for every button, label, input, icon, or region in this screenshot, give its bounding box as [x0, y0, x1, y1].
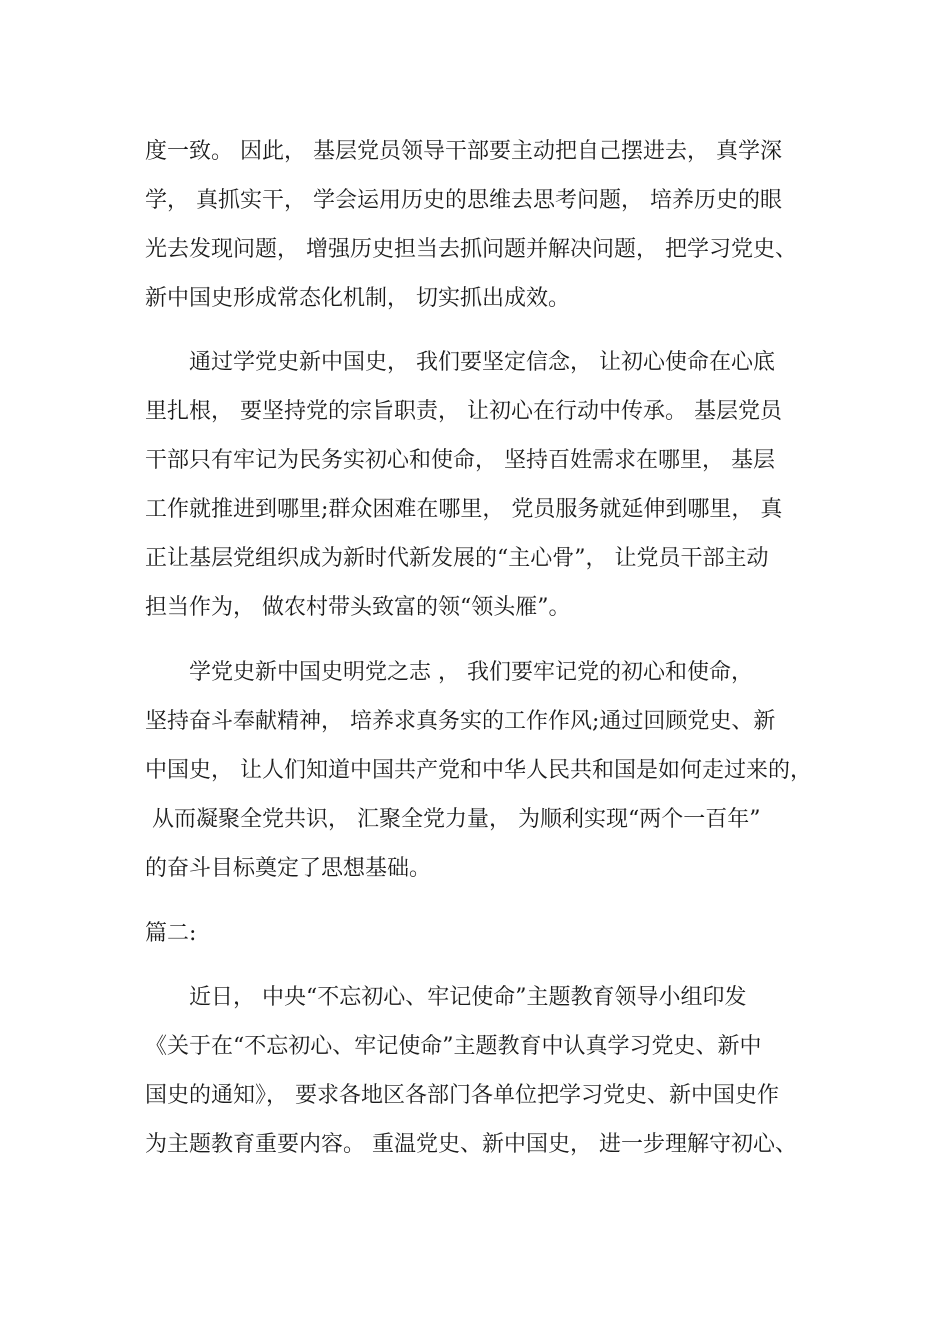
text-line: 的奋斗目标奠定了思想基础。	[145, 856, 432, 881]
section-heading: 篇二:	[145, 921, 197, 946]
text-line: 担当作为， 做农村带头致富的领“领头雁”。	[145, 595, 571, 620]
text-line: 中国史， 让人们知道中国共产党和中华人民共和国是如何走过来的，	[145, 758, 812, 783]
text-line: 坚持奋斗奉献精神， 培养求真务实的工作作风;通过回顾党史、新	[145, 709, 776, 734]
text-line: 《关于在“不忘初心、牢记使命”主题教育中认真学习党史、新中	[145, 1034, 762, 1059]
text-line: 正让基层党组织成为新时代新发展的“主心骨”， 让党员干部主动	[145, 546, 769, 571]
text-line: 新中国史形成常态化机制， 切实抓出成效。	[145, 286, 570, 311]
text-line: 学， 真抓实干， 学会运用历史的思维去思考问题， 培养历史的眼	[145, 188, 782, 213]
text-line: 为主题教育重要内容。 重温党史、新中国史， 进一步理解守初心、	[145, 1132, 797, 1157]
text-line: 光去发现问题， 增强历史担当去抓问题并解决问题， 把学习党史、	[145, 237, 797, 262]
text-line: 从而凝聚全党共识， 汇聚全党力量， 为顺利实现“两个一百年”	[145, 807, 761, 832]
text-line: 国史的通知》， 要求各地区各部门各单位把学习党史、新中国史作	[145, 1083, 779, 1108]
text-line: 工作就推进到哪里;群众困难在哪里， 党员服务就延伸到哪里， 真	[145, 497, 783, 522]
text-line: 干部只有牢记为民务实初心和使命， 坚持百姓需求在哪里， 基层	[145, 448, 775, 473]
text-line: 度一致。 因此， 基层党员领导干部要主动把自己摆进去， 真学深	[145, 139, 782, 164]
text-line: 近日， 中央“不忘初心、牢记使命”主题教育领导小组印发	[189, 985, 747, 1010]
text-line: 通过学党史新中国史， 我们要坚定信念， 让初心使命在心底	[189, 350, 775, 375]
text-line: 学党史新中国史明党之志 ， 我们要牢记党的初心和使命，	[189, 660, 753, 685]
text-line: 里扎根， 要坚持党的宗旨职责， 让初心在行动中传承。 基层党员	[145, 399, 782, 424]
